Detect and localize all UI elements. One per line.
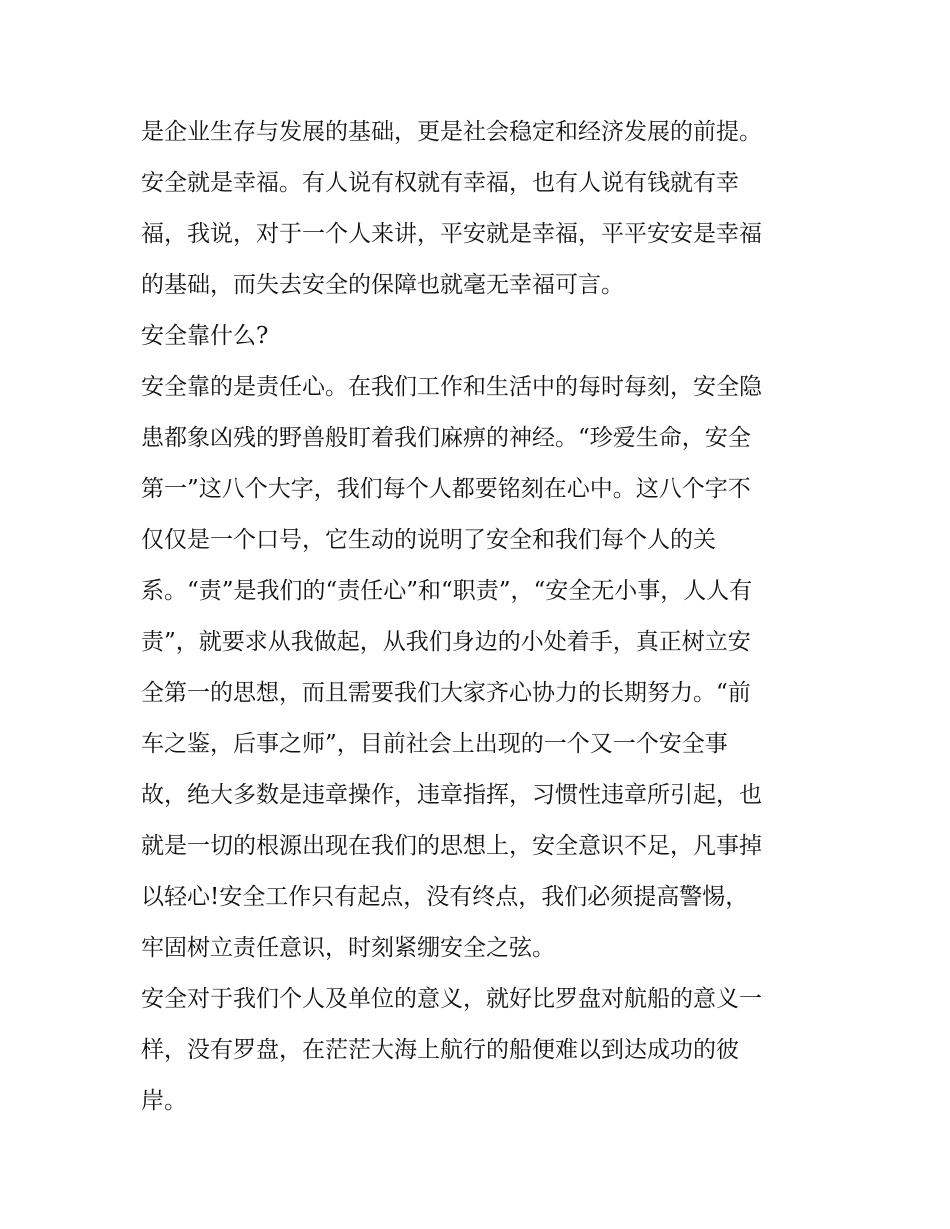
text-line: 安全对于我们个人及单位的意义，就好比罗盘对航船的意义一 <box>141 986 762 1012</box>
text-line: 的基础，而失去安全的保障也就毫无幸福可言。 <box>141 272 624 298</box>
text-line: 故，绝大多数是违章操作，违章指挥，习惯性违章所引起，也 <box>141 782 762 808</box>
text-line: 岸。 <box>141 1088 187 1114</box>
text-line: 车之鉴，后事之师”，目前社会上出现的一个又一个安全事 <box>141 731 728 757</box>
body-text <box>141 107 821 1127</box>
text-line: 是企业生存与发展的基础，更是社会稳定和经济发展的前提。 <box>141 119 762 145</box>
section-question: 安全靠什么? <box>141 323 269 349</box>
text-line: 全第一的思想，而且需要我们大家齐心协力的长期努力。“前 <box>141 680 751 706</box>
text-line: 安全靠的是责任心。在我们工作和生活中的每时每刻，安全隐 <box>141 374 762 400</box>
text-line: 第一”这八个大字，我们每个人都要铭刻在心中。这八个字不 <box>141 476 751 502</box>
text-line: 牢固树立责任意识，时刻紧绷安全之弦。 <box>141 935 555 961</box>
text-line: 以轻心!安全工作只有起点，没有终点，我们必须提高警惕， <box>141 884 749 910</box>
text-line: 样，没有罗盘，在茫茫大海上航行的船便难以到达成功的彼 <box>141 1037 739 1063</box>
text-line: 就是一切的根源出现在我们的思想上，安全意识不足，凡事掉 <box>141 833 762 859</box>
text-line: 仅仅是一个口号，它生动的说明了安全和我们每个人的关 <box>141 527 716 553</box>
text-line: 系。“责”是我们的“责任心”和“职责”，“安全无小事，人人有 <box>141 578 753 604</box>
text-line: 责”，就要求从我做起，从我们身边的小处着手，真正树立安 <box>141 629 751 655</box>
text-line: 福，我说，对于一个人来讲，平安就是幸福，平平安安是幸福 <box>141 221 762 247</box>
text-line: 安全就是幸福。有人说有权就有幸福，也有人说有钱就有幸 <box>141 170 739 196</box>
text-line: 患都象凶残的野兽般盯着我们麻痹的神经。“珍爱生命，安全 <box>141 425 751 451</box>
